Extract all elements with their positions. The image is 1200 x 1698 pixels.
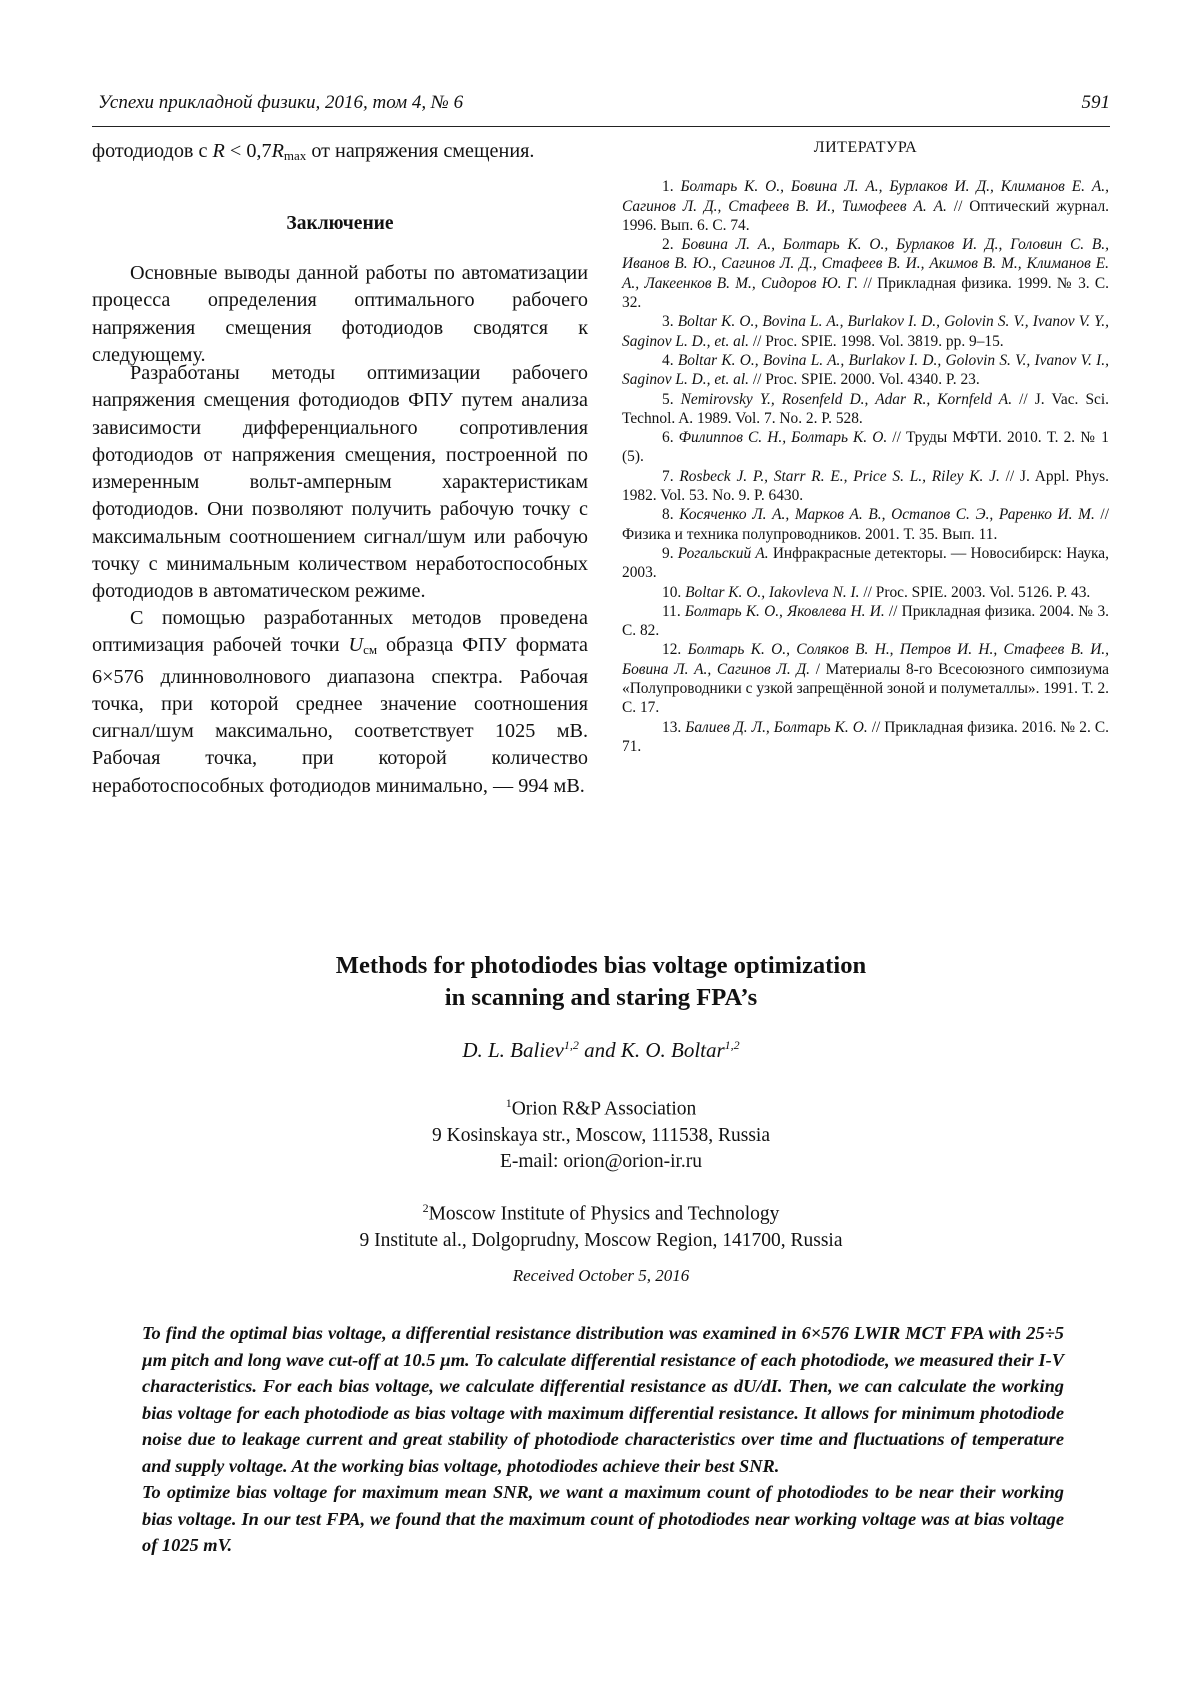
reference-number: 7. [662, 467, 674, 485]
reference-source: // Прикладная физика. 2004. № 3. С. 82. [622, 602, 1109, 640]
english-title-line-1: Methods for photodiodes bias voltage optimization [335, 952, 867, 979]
received-date: Received October 5, 2016 [512, 1266, 690, 1285]
english-authors [92, 1038, 1110, 1063]
reference-number: 5. [662, 390, 674, 408]
references-column [622, 138, 1109, 756]
affiliation-2-marker: 2 [422, 1201, 429, 1215]
reference-item [622, 583, 1109, 602]
abstract-paragraph-1: To find the optimal bias voltage, a differential resistance distribution was examined in 6×576 LWIR MCT FPA with 25÷5 µm pitch and long wave cut-off at 10.5 µm. To calculate differential resistance of each photodiode, we measured their I-V characteristics. For each bias voltage, we calculate differential resistance as dU/dI. Then, we can calculate the working bias voltage for each photodiode as bias voltage with maximum differential resistance. It allows for minimum photodiode noise due to leakage current and great stability of photodiode characteristics over time and fluctuations of temperature and supply voltage. At the working bias voltage, photodiodes achieve their best SNR. [142, 1323, 1064, 1476]
reference-source: // Proc. SPIE. 2003. Vol. 5126. P. 43. [859, 583, 1091, 601]
reference-source: // Прикладная физика. 2016. № 2. С. 71. [622, 718, 1109, 755]
affiliation-1-email: E-mail: orion@orion-ir.ru [499, 1150, 703, 1172]
conclusion-heading: Заключение [286, 213, 394, 234]
reference-item [622, 312, 1109, 351]
reference-item [622, 235, 1109, 312]
reference-source: // Физика и техника полупроводников. 2001. Т. 35. Вып. 11. [622, 506, 1109, 543]
affiliation-1-address: 9 Kosinskaya str., Moscow, 111538, Russia [432, 1124, 770, 1146]
reference-item [622, 544, 1109, 583]
conclusion-paragraph-2: Разработаны методы оптимизации рабочего напряжения смещения фотодиодов ФПУ путем анализа зависимости дифференциального сопротивления фотодиодов от напряжения смещения, построенной по измеренным вольт-амперным характеристикам фотодиодов. Они позволяют получить рабочую точку с максимальным соотношением сигнал/шум или рабочую точку с минимальным количеством неработоспособных фотодиодов в автоматическом режиме. [92, 362, 588, 603]
reference-authors: Бовина Л. А., Болтарь К. О., Бурлаков И. Д., Головин С. В., Иванов В. Ю., Сагинов Л. Д., Стафеев В. И., Акимов В. М., Климанов Е. А., Лакеенков В. М., Сидоров Ю. Г. [622, 236, 1109, 292]
reference-authors: Филиппов С. Н., Болтарь К. О. [678, 429, 888, 447]
reference-number: 11. [662, 602, 681, 620]
author-2: K. O. Boltar [620, 1038, 725, 1062]
reference-authors: Косяченко Л. А., Марков А. В., Остапов С. Э., Раренко И. М. [679, 506, 1095, 524]
reference-authors: Boltar K. O., Bovina L. A., Burlakov I. D., Golovin S. V., Ivanov V. Y., Saginov L. D., et. al. [622, 313, 1109, 350]
reference-number: 1. [662, 178, 674, 196]
page-number: 591 [1081, 92, 1110, 113]
reference-authors: Болтарь К. О., Бовина Л. А., Бурлаков И. Д., Климанов Е. А., Сагинов Л. Д., Стафеев В. И., Тимофеев А. А. [622, 178, 1109, 215]
reference-item [622, 718, 1109, 757]
affiliation-2-name: Moscow Institute of Physics and Technology [428, 1203, 780, 1225]
reference-number: 4. [662, 351, 674, 369]
reference-authors: Болтарь К. О., Яковлева Н. И. [684, 602, 885, 620]
reference-source: // J. Appl. Phys. 1982. Vol. 53. No. 9. P. 6430. [622, 467, 1109, 505]
reference-authors: Рогальский А. [677, 544, 769, 562]
reference-source: // Proc. SPIE. 1998. Vol. 3819. pp. 9–15. [748, 332, 1004, 350]
author-1: D. L. Baliev [462, 1038, 564, 1062]
affiliation-1 [92, 1090, 1110, 1175]
reference-source: // Прикладная физика. 1999. № 3. С. 32. [622, 274, 1109, 312]
reference-source: // Оптический журнал. 1996. Вып. 6. С. 74. [622, 197, 1109, 234]
reference-source: // J. Vac. Sci. Technol. A. 1989. Vol. 7. No. 2. P. 528. [622, 390, 1109, 427]
reference-item [622, 602, 1109, 641]
reference-item [622, 467, 1109, 506]
affiliation-2 [92, 1195, 1110, 1254]
reference-item [622, 390, 1109, 429]
reference-authors: Boltar K. O., Bovina L. A., Burlakov I. D., Golovin S. V., Ivanov V. I., Saginov L. D., et. al. [622, 351, 1109, 389]
reference-number: 13. [662, 718, 682, 736]
reference-number: 10. [662, 583, 682, 601]
reference-item [622, 640, 1109, 717]
conclusion-paragraph-1: Основные выводы данной работы по автоматизации процесса определения оптимального рабочего напряжения смещения фотодиодов сводятся к следующему. [92, 262, 588, 366]
reference-source: // Proc. SPIE. 2000. Vol. 4340. P. 23. [748, 371, 980, 389]
english-title-line-2: in scanning and staring FPA’s [444, 984, 758, 1011]
references-title: ЛИТЕРАТУРА [813, 139, 918, 156]
author-conjunction: and [578, 1038, 621, 1062]
reference-authors: Балиев Д. Л., Болтарь К. О. [685, 718, 868, 736]
author-1-affiliation: 1,2 [563, 1038, 579, 1052]
conclusion-paragraph-3: С помощью разработанных методов проведена оптимизация рабочей точки $U_{см}$ образца ФПУ формата 6×576 длинноволнового диапазона спектра. Рабочая точка, при которой среднее значение соотношения сигнал/шум максимально, соответствует 1025 мВ. Рабочая точка, при которой количество неработоспособных фотодиодов минимально, — 994 мВ. [92, 607, 588, 797]
running-header [92, 92, 1110, 127]
english-abstract [142, 1320, 1064, 1559]
reference-authors: Nemirovsky Y., Rosenfeld D., Adar R., Kornfeld A. [680, 390, 1013, 408]
author-2-affiliation: 1,2 [724, 1038, 740, 1052]
reference-item [622, 428, 1109, 467]
english-title [92, 950, 1110, 1014]
continued-text: фотодиодов с $R < 0,7R_{max}$ от напряжения смещения. [92, 140, 535, 163]
reference-source: / Материалы 8-го Всесоюзного симпозиума «Полупроводники с узкой запрещённой зоной и полуметаллы». 1991. Т. 2. С. 17. [622, 660, 1109, 717]
reference-authors: Boltar K. O., Iakovleva N. I. [685, 583, 860, 601]
reference-item [622, 505, 1109, 544]
reference-number: 2. [662, 236, 674, 254]
reference-number: 8. [662, 506, 674, 524]
affiliation-1-marker: 1 [505, 1096, 512, 1110]
reference-source: Инфракрасные детекторы. — Новосибирск: Наука, 2003. [622, 544, 1109, 582]
affiliation-1-name: Orion R&P Association [511, 1098, 697, 1120]
reference-number: 9. [662, 544, 674, 562]
reference-authors: Болтарь К. О., Соляков В. Н., Петров И. Н., Стафеев В. И., Бовина Л. А., Сагинов Л. Д. [622, 641, 1109, 678]
reference-item [622, 177, 1109, 235]
reference-number: 6. [662, 429, 674, 447]
reference-authors: Rosbeck J. P., Starr R. E., Price S. L., Riley K. J. [679, 467, 1000, 485]
reference-number: 3. [662, 313, 674, 331]
reference-list [622, 177, 1109, 756]
abstract-paragraph-2: To optimize bias voltage for maximum mean SNR, we want a maximum count of photodiodes to be near their working bias voltage. In our test FPA, we found that the maximum count of photodiodes near working voltage was at bias voltage of 1025 mV. [142, 1482, 1064, 1555]
reference-source: // Труды МФТИ. 2010. Т. 2. № 1 (5). [622, 429, 1109, 466]
reference-item [622, 351, 1109, 390]
affiliation-2-address: 9 Institute al., Dolgoprudny, Moscow Region, 141700, Russia [359, 1229, 843, 1251]
reference-number: 12. [662, 641, 682, 659]
journal-title: Успехи прикладной физики, 2016, том 4, № 6 [98, 92, 464, 113]
